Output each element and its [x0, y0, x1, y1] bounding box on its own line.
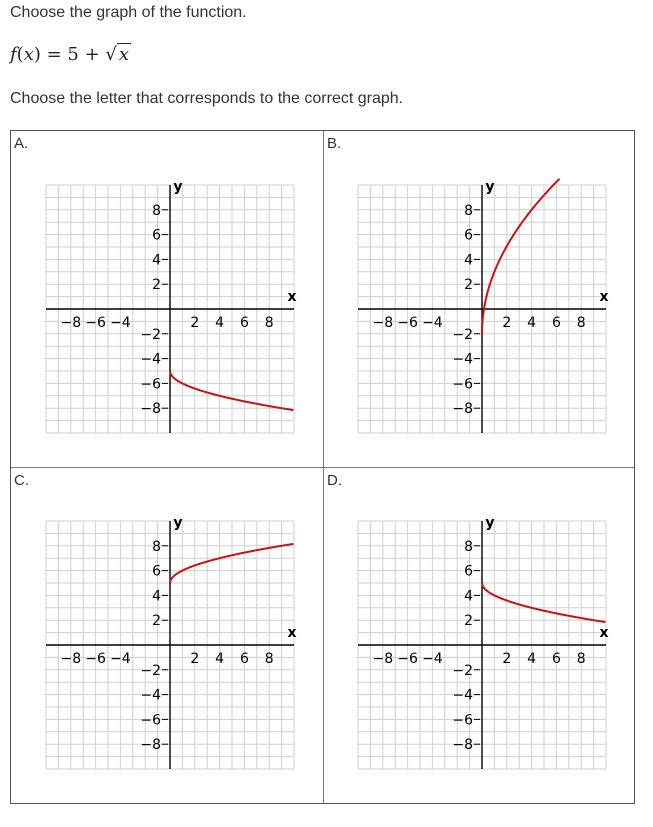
x-tick-label: 8: [576, 651, 586, 667]
function-equation: [10, 44, 131, 65]
graph-b: [353, 175, 613, 445]
y-tick-label: −4: [140, 351, 161, 368]
x-tick-label: −8: [372, 651, 394, 667]
y-tick-label: 8: [464, 202, 473, 219]
option-d-label: D.: [327, 472, 342, 489]
y-tick-label: −6: [140, 376, 161, 393]
graph-a: [41, 175, 301, 445]
graph-d: [353, 511, 613, 781]
x-tick-label: 2: [190, 315, 200, 331]
x-tick-label: −4: [422, 651, 443, 667]
x-tick-label: −6: [85, 651, 106, 667]
y-tick-label: −8: [452, 737, 473, 754]
option-d[interactable]: [324, 468, 634, 803]
y-tick-label: 6: [152, 563, 161, 580]
sqrt-symbol: √ x: [105, 44, 130, 65]
y-tick-label: 8: [152, 202, 161, 219]
y-tick-label: 8: [152, 538, 161, 555]
x-axis-label: x: [287, 289, 297, 305]
y-tick-label: −6: [140, 712, 161, 729]
option-c[interactable]: [11, 468, 323, 803]
y-axis-label: y: [173, 515, 183, 531]
x-tick-label: 4: [215, 315, 225, 331]
y-tick-label: 4: [464, 252, 473, 269]
y-tick-label: −8: [140, 737, 161, 754]
x-tick-label: 4: [215, 651, 225, 667]
answer-options-table: [10, 130, 635, 804]
y-tick-label: 2: [152, 613, 161, 630]
question-instruction: Choose the graph of the function.: [10, 4, 247, 21]
option-a[interactable]: [11, 131, 323, 467]
x-tick-label: 8: [264, 651, 274, 667]
x-tick-label: 4: [527, 315, 537, 331]
x-tick-label: −4: [422, 315, 443, 331]
option-c-label: C.: [14, 472, 29, 489]
y-tick-label: 8: [464, 538, 473, 555]
x-tick-label: 4: [527, 651, 537, 667]
y-tick-label: −4: [452, 351, 473, 368]
y-axis-label: y: [485, 179, 495, 195]
x-tick-label: 8: [264, 315, 274, 331]
y-tick-label: −2: [452, 326, 473, 343]
y-tick-label: 6: [464, 563, 473, 580]
y-tick-label: 6: [464, 227, 473, 244]
graph-c: [41, 511, 301, 781]
y-axis-label: y: [173, 179, 183, 195]
x-tick-label: 6: [239, 315, 249, 331]
x-tick-label: 2: [502, 315, 512, 331]
y-tick-label: −2: [140, 662, 161, 679]
x-tick-label: 6: [239, 651, 249, 667]
x-tick-label: −4: [110, 651, 131, 667]
x-tick-label: −8: [60, 315, 82, 331]
question-prompt: Choose the letter that corresponds to the correct graph.: [10, 90, 404, 107]
y-tick-label: −4: [452, 687, 473, 704]
x-axis-label: x: [599, 625, 609, 641]
function-radicand: x: [118, 44, 130, 65]
x-tick-label: 6: [551, 315, 561, 331]
x-tick-label: −8: [60, 651, 82, 667]
y-tick-label: −6: [452, 712, 473, 729]
x-axis-label: x: [599, 289, 609, 305]
y-axis-label: y: [485, 515, 495, 531]
option-a-label: A.: [14, 135, 29, 152]
x-tick-label: −6: [397, 651, 418, 667]
x-tick-label: −8: [372, 315, 394, 331]
function-curve: [482, 179, 560, 334]
y-tick-label: 4: [464, 588, 473, 605]
x-tick-label: −6: [85, 315, 106, 331]
y-tick-label: 2: [464, 613, 473, 630]
x-tick-label: 2: [502, 651, 512, 667]
x-tick-label: −4: [110, 315, 131, 331]
y-tick-label: −2: [452, 662, 473, 679]
y-tick-label: −8: [140, 401, 161, 418]
y-tick-label: −8: [452, 401, 473, 418]
x-tick-label: 2: [190, 651, 200, 667]
y-tick-label: 2: [464, 277, 473, 294]
x-tick-label: −6: [397, 315, 418, 331]
y-tick-label: −6: [452, 376, 473, 393]
y-tick-label: 4: [152, 588, 161, 605]
option-b-label: B.: [327, 135, 342, 152]
y-tick-label: −4: [140, 687, 161, 704]
x-axis-label: x: [287, 625, 297, 641]
x-tick-label: 6: [551, 651, 561, 667]
y-tick-label: 6: [152, 227, 161, 244]
option-b[interactable]: [324, 131, 634, 467]
x-tick-label: 8: [576, 315, 586, 331]
function-lhs: f(x) = 5 +: [10, 44, 106, 65]
y-tick-label: 4: [152, 252, 161, 269]
y-tick-label: −2: [140, 326, 161, 343]
y-tick-label: 2: [152, 277, 161, 294]
